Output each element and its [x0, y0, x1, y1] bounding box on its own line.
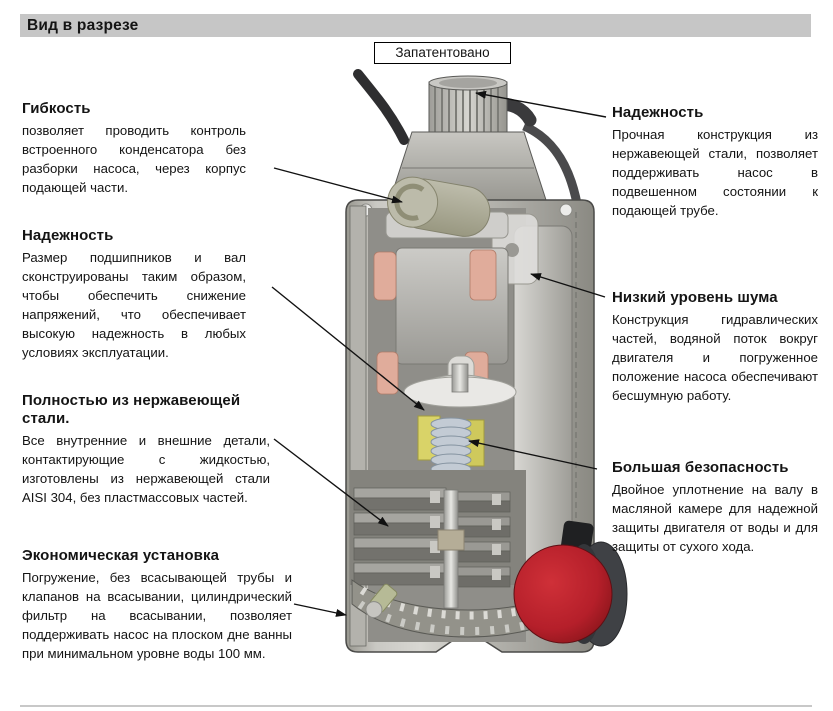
callout-body: Прочная конструкция из нержавеющей стали, позволяет поддерживать насос в подвешенном состоянии к подающей трубе.	[612, 127, 818, 218]
callout-body: Конструкция гидравлических частей, водяной поток вокруг двигателя и погруженное положение насоса обеспечивают бесшумную работу.	[612, 312, 818, 403]
callout-title: Полностью из нержавеющей стали.	[22, 392, 241, 427]
discharge-thread	[429, 76, 507, 136]
patent-badge-label: Запатентовано	[395, 45, 490, 60]
leader-arrow-economic	[294, 604, 346, 615]
callout-stainless-steel	[22, 392, 270, 507]
callout-body: Погружение, без всасывающей трубы и клапанов на всасывании, цилиндрический фильтр на всасывании, позволяет поддерживать насос на плоском дне ванны при минимальном уровне воды 100 мм.	[22, 570, 292, 661]
section-title: Вид в разрезе	[27, 17, 139, 34]
callout-safety	[612, 459, 818, 556]
callout-flexibility	[22, 100, 246, 197]
callout-title: Низкий уровень шума	[612, 289, 778, 306]
callout-title: Гибкость	[22, 100, 91, 117]
callout-reliability-right	[612, 104, 818, 220]
callout-title: Большая безопасность	[612, 459, 789, 476]
callout-body: Все внутренние и внешние детали, контактирующие с жидкостью, изготовлены из нержавеющей стали AISI 304, без пластмассовых частей.	[22, 433, 270, 505]
callout-reliability-left	[22, 227, 246, 362]
callout-title: Экономическая установка	[22, 547, 220, 564]
footer-divider	[20, 705, 812, 707]
callout-title: Надежность	[612, 104, 704, 121]
callout-low-noise	[612, 289, 818, 405]
callout-body: Размер подшипников и вал сконструированы таким образом, чтобы обеспечить снижение напряжений, что обеспечивает высокую надежность в любых условиях эксплуатации.	[22, 250, 246, 360]
callout-body: позволяет проводить контроль встроенного конденсатора без разборки насоса, через корпус подающей части.	[22, 123, 246, 195]
callout-title: Надежность	[22, 227, 114, 244]
callout-body: Двойное уплотнение на валу в масляной камере для надежной защиты двигателя от воды и для защиты от сухого хода.	[612, 482, 818, 554]
leader-arrow-flexibility	[274, 168, 402, 202]
callout-economic-installation	[22, 547, 292, 663]
